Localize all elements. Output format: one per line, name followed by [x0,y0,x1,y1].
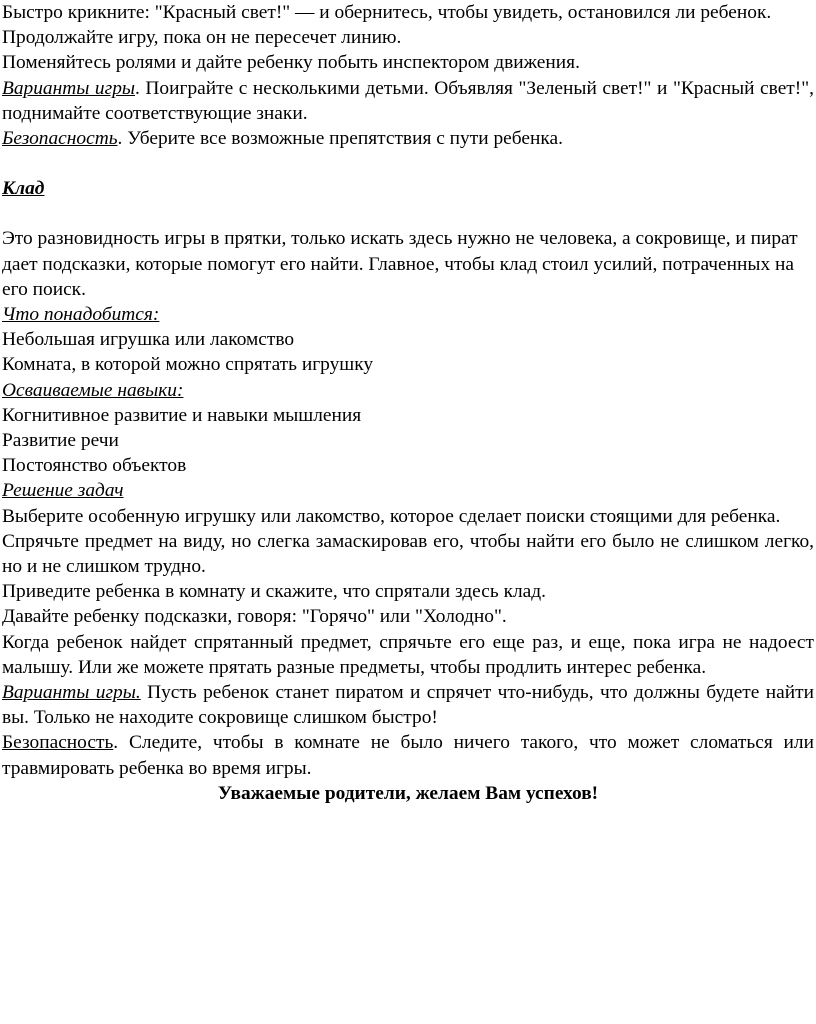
variants-label: Варианты игры. [2,682,141,704]
skills-section [2,378,814,403]
step-paragraph: Приведите ребенка в комнату и скажите, что спрятали здесь клад. [2,581,546,603]
safety-text: . Уберите все возможные препятствия с пути ребенка. [117,128,563,150]
spacer [2,151,814,176]
needed-label: Что понадобится: [2,304,160,326]
skills-label: Осваиваемые навыки: [2,379,184,401]
variants-text: Пусть ребенок станет пиратом и спрячет что-нибудь, что должны будете найти вы. Только не находите сокровище слишком быстро! [2,682,814,729]
intro-paragraph-3: Поменяйтесь ролями и дайте ребенку побыть инспектором движения. [2,52,580,74]
intro-safety-paragraph [2,126,814,151]
klad-variants-paragraph [2,680,814,730]
step-paragraph: Спрячьте предмет на виду, но слегка замаскировав его, чтобы найти его было не слишком легко, но и не слишком трудно. [2,530,814,578]
klad-safety-paragraph [2,730,814,780]
safety-text: . Следите, чтобы в комнате не было ничего такого, что может сломаться или травмировать ребенка во время игры. [2,732,814,779]
spacer [2,201,814,226]
step-paragraph: Выберите особенную игрушку или лакомство, которое сделает поиски стоящими для ребенка. [2,505,781,527]
document-page [2,0,814,806]
variants-text: . Поиграйте с несколькими детьми. Объявляя "Зеленый свет!" и "Красный свет!", поднимайте соответствующие знаки. [2,77,814,124]
safety-label: Безопасность [2,128,118,150]
solution-section [2,478,814,503]
section-title: Клад [2,178,45,200]
needed-section [2,302,814,327]
closing-wish: Уважаемые родители, желаем Вам успехов! [217,782,599,804]
solution-label: Решение задач [2,480,124,502]
section-description: Это разновидность игры в прятки, только искать здесь нужно не человека, а сокровище, и пират дает подсказки, которые помогут его найти. Главное, чтобы клад стоил усилий, потраченных на его поиск. [2,228,798,300]
needed-item: Небольшая игрушка или лакомство [2,329,295,351]
skills-item: Когнитивное развитие и навыки мышления [2,404,362,426]
step-paragraph: Давайте ребенку подсказки, говоря: "Горячо" или "Холодно". [2,606,507,628]
needed-item: Комната, в которой можно спрятать игрушку [2,354,374,376]
skills-item: Постоянство объектов [2,455,187,477]
step-paragraph: Когда ребенок найдет спрятанный предмет, спрячьте его еще раз, и еще, пока игра не надоест малышу. Или же можете прятать разные предметы, чтобы продлить интерес ребенка. [2,631,814,678]
intro-paragraph-2: Продолжайте игру, пока он не пересечет линию. [2,27,402,49]
intro-paragraph-1: Быстро крикните: "Красный свет!" — и обернитесь, чтобы увидеть, остановился ли ребенок. [2,2,772,23]
intro-variants-paragraph [2,76,814,126]
skills-item: Развитие речи [2,430,119,452]
safety-label: Безопасность [2,732,114,754]
variants-label: Варианты игры [2,77,136,99]
